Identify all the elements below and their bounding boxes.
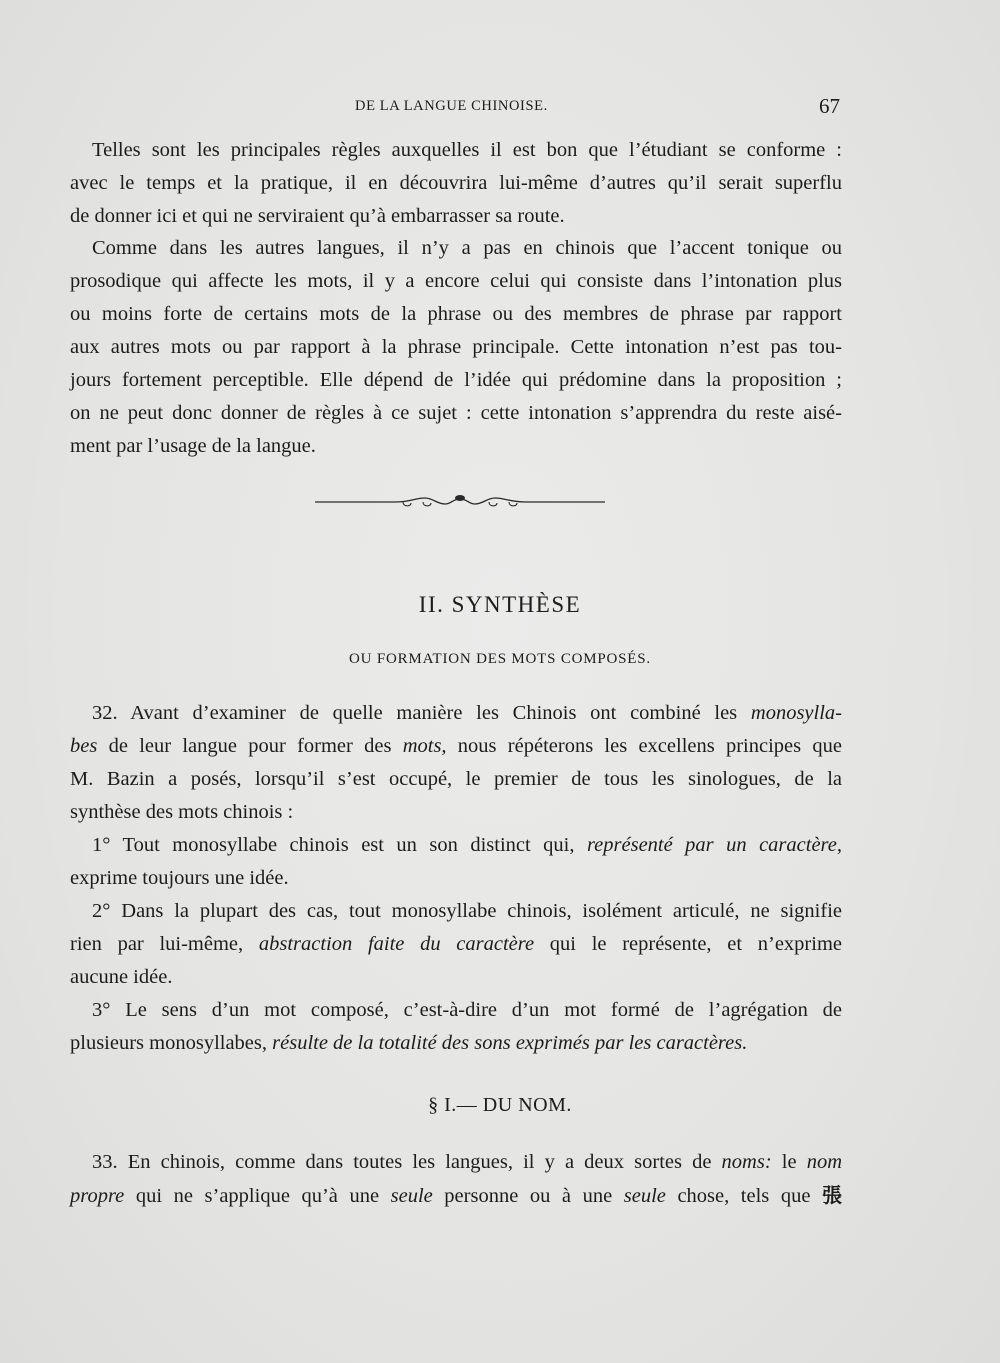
text-line: on ne peut donc donner de règles à ce sujet : cette intonation s’apprendra du reste aisé- bbox=[70, 402, 842, 424]
text-line: jours fortement perceptible. Elle dépend de l’idée qui prédomine dans la proposition ; bbox=[70, 369, 842, 391]
paragraph-32-line: bes de leur langue pour former des mots, nous répéterons les excellens principes que bbox=[70, 735, 842, 757]
intro-paragraph-intonation bbox=[70, 232, 842, 463]
paragraph-32-line: 32. Avant d’examiner de quelle manière les Chinois ont combiné les monosylla- bbox=[92, 702, 842, 724]
paragraph-32-line: M. Bazin a posés, lorsqu’il s’est occupé, le premier de tous les sinologues, de la bbox=[70, 768, 842, 790]
principle-2-line: rien par lui-même, abstraction faite du caractère qui le représente, et n’exprime bbox=[70, 933, 842, 955]
principle-1-line: 1° Tout monosyllabe chinois est un son distinct qui, représenté par un caractère, bbox=[92, 834, 842, 856]
running-head bbox=[70, 96, 840, 120]
text-line: prosodique qui affecte les mots, il y a encore celui qui consiste dans l’intonation plus bbox=[70, 270, 842, 292]
principle-3-line: 3° Le sens d’un mot composé, c’est-à-dire d’un mot formé de l’agrégation de bbox=[92, 999, 842, 1021]
text-line: avec le temps et la pratique, il en découvrira lui-même d’autres qu’il serait superflu bbox=[70, 172, 842, 194]
intro-paragraph-rules bbox=[70, 134, 842, 233]
running-title: DE LA LANGUE CHINOISE. bbox=[355, 98, 548, 114]
text-line: ou moins forte de certains mots de la phrase ou des membres de phrase par rapport bbox=[70, 303, 842, 325]
paragraph-33 bbox=[70, 1146, 842, 1213]
paragraph-33-line: propre qui ne s’applique qu’à une seule personne ou à une seule chose, tels que 張 bbox=[70, 1183, 842, 1207]
section-subtitle: OU FORMATION DES MOTS COMPOSÉS. bbox=[349, 651, 651, 667]
text-line: Comme dans les autres langues, il n’y a pas en chinois que l’accent tonique ou bbox=[92, 237, 842, 259]
principle-1-line: exprime toujours une idée. bbox=[70, 867, 289, 889]
text-line: aux autres mots ou par rapport à la phrase principale. Cette intonation n’est pas tou- bbox=[70, 336, 842, 358]
body-paragraphs bbox=[70, 697, 842, 1060]
principle-3-line: plusieurs monosyllabes, résulte de la totalité des sons exprimés par les caractères. bbox=[70, 1032, 748, 1054]
text-line: de donner ici et qui ne serviraient qu’à embarrasser sa route. bbox=[70, 205, 565, 227]
page-number: 67 bbox=[819, 94, 840, 118]
principle-2-line: aucune idée. bbox=[70, 966, 173, 988]
ornament-divider bbox=[315, 490, 605, 512]
subsection-title: § I.— DU NOM. bbox=[428, 1094, 572, 1116]
text-line: ment par l’usage de la langue. bbox=[70, 435, 316, 457]
chinese-character: 張 bbox=[822, 1183, 842, 1207]
principle-2-line: 2° Dans la plupart des cas, tout monosyllabe chinois, isolément articulé, ne signifie bbox=[92, 900, 842, 922]
paragraph-33-line: 33. En chinois, comme dans toutes les langues, il y a deux sortes de noms: le nom bbox=[92, 1151, 842, 1173]
section-title: II. SYNTHÈSE bbox=[418, 592, 582, 617]
paragraph-32-line: synthèse des mots chinois : bbox=[70, 801, 294, 823]
text-line: Telles sont les principales règles auxquelles il est bon que l’étudiant se conforme : bbox=[92, 139, 842, 161]
